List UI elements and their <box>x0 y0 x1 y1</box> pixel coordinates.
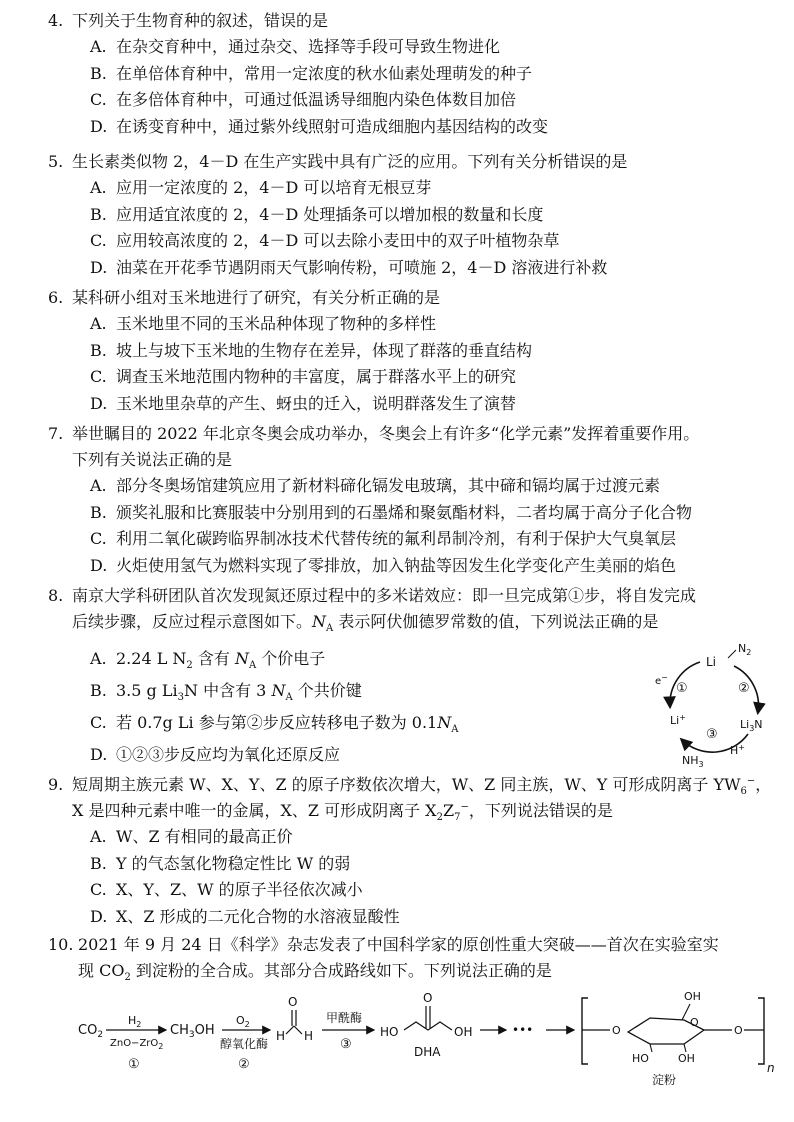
step3-label: ③ <box>706 727 718 742</box>
option-c: C. X、Y、Z、W 的原子半径依次减小 <box>90 880 363 900</box>
option-c: C. 若 0.7g Li 参与第②步反应转移电子数为 $0.1N_A$ <box>90 713 459 736</box>
polymer-n: n <box>767 1061 775 1075</box>
bond <box>682 1004 690 1020</box>
option-a: A. 部分冬奥场馆建筑应用了新材料碲化镉发电玻璃，其中碲和镉均属于过渡元素 <box>90 476 661 495</box>
starch-label: 淀粉 <box>652 1073 677 1087</box>
synthesis-route-diagram <box>72 990 787 1090</box>
dha-ho: HO <box>380 1025 399 1039</box>
question-stem-line2: 下列有关说法正确的是 <box>72 450 233 469</box>
bond <box>294 1026 302 1034</box>
h-plus-label: H+ <box>730 743 745 757</box>
option-a: A. W、Z 有相同的最高正价 <box>90 827 293 846</box>
question-9 <box>48 772 778 930</box>
question-stem: 5. 生长素类似物 2，4－D 在生产实践中具有广泛的应用。下列有关分析错误的是 <box>48 152 628 171</box>
bracket-left <box>582 998 588 1064</box>
question-stem: 6. 某科研小组对玉米地进行了研究，有关分析正确的是 <box>48 288 441 307</box>
question-stem: 7. 举世瞩目的 2022 年北京冬奥会成功举办，冬奥会上有许多“化学元素”发挥着重要作用。 <box>48 424 700 443</box>
option-c: C. 利用二氧化碳跨临界制冰技术代替传统的氟利昂制冷剂，有利于保护大气臭氧层 <box>90 529 677 549</box>
dha-skeleton <box>404 1022 452 1030</box>
question-6 <box>48 285 778 417</box>
option-c: C. 调查玉米地范围内物种的丰富度，属于群落水平上的研究 <box>90 367 517 387</box>
step2-label: ② <box>738 681 750 696</box>
bond <box>286 1026 294 1034</box>
dha-label: DHA <box>414 1045 441 1059</box>
option-a: A. 玉米地里不同的玉米品种体现了物种的多样性 <box>90 314 437 333</box>
option-b: B. 3.5 g $Li_3N$ 中含有 3 $N_A$ 个共价键 <box>90 681 362 704</box>
option-a: A. 在杂交育种中，通过杂交、选择等手段可导致生物进化 <box>90 37 501 56</box>
li-plus-label: Li+ <box>670 713 686 727</box>
step1-label: ① <box>128 1057 140 1072</box>
question-5 <box>48 149 778 281</box>
ring-o: O <box>690 1016 699 1029</box>
option-c: C. 在多倍体育种中，可通过低温诱导细胞内染色体数目加倍 <box>90 90 517 110</box>
option-b: B. 颁奖礼服和比赛服装中分别用到的石墨烯和聚氨酯材料，二者均属于高分子化合物 <box>90 502 693 522</box>
bond <box>684 1044 686 1052</box>
n2-input-arrow <box>728 650 736 658</box>
option-b: B. 应用适宜浓度的 2，4－D 处理插条可以增加根的数量和长度 <box>90 204 544 224</box>
bond <box>650 1044 652 1052</box>
option-b: B. 在单倍体育种中，常用一定浓度的秋水仙素处理萌发的种子 <box>90 63 533 83</box>
n2-label: $N_2$ <box>738 642 752 657</box>
oh-top: OH <box>684 990 701 1003</box>
formaldehyde-h-right: H <box>304 1029 314 1043</box>
option-d: D. 油菜在开花季节遇阴雨天气影响传粉，可喷施 2，4－D 溶液进行补救 <box>90 257 608 277</box>
option-c: C. 应用较高浓度的 2，4－D 可以去除小麦田中的双子叶植物杂草 <box>90 231 560 251</box>
li3n-label: $Li_3N$ <box>740 718 763 733</box>
option-d: D. 玉米地里杂草的产生、蚜虫的迁入，说明群落发生了演替 <box>90 393 517 413</box>
formolase-label: 甲酰酶 <box>326 1011 363 1025</box>
h2-label: $H_2$ <box>128 1014 142 1029</box>
option-d: D. X、Z 形成的二元化合物的水溶液显酸性 <box>90 906 400 926</box>
ellipsis: ••• <box>512 1023 534 1037</box>
question-7 <box>48 421 778 579</box>
ring-o-right: O <box>734 1024 743 1037</box>
dha-o: O <box>423 991 433 1005</box>
alcohol-oxidase-label: 醇氧化酶 <box>220 1037 269 1051</box>
bracket-right <box>758 998 764 1064</box>
step2-label: ② <box>238 1057 250 1072</box>
ring-o-left: O <box>612 1024 621 1037</box>
option-b: B. 坡上与坡下玉米地的生物存在差异，体现了群落的垂直结构 <box>90 340 533 360</box>
step3-label: ③ <box>340 1037 352 1052</box>
oh-bottom-left: HO <box>632 1052 649 1065</box>
dha-oh: OH <box>454 1025 473 1039</box>
o2-label: $O_2$ <box>236 1014 250 1029</box>
question-stem: 9. 短周期主族元素 W、X、Y、Z 的原子序数依次增大，W、Z 同主族，W、Y 可形成阴离子 $YW_6^-$， <box>48 775 772 798</box>
methanol-label: $CH_3OH$ <box>170 1023 215 1040</box>
formaldehyde-o: O <box>288 995 298 1009</box>
nitrogen-cycle-diagram <box>648 640 778 770</box>
option-d: D. 火炬使用氢气为燃料实现了零排放，加入钠盐等因发生化学变化产生美丽的焰色 <box>90 555 677 575</box>
option-b: B. Y 的气态氢化物稳定性比 W 的弱 <box>90 853 351 873</box>
question-stem: 8. 南京大学科研团队首次发现氮还原过程中的多米诺效应：即一旦完成第①步，将自发完成 <box>48 586 697 605</box>
co2-label: $CO_2$ <box>78 1023 104 1040</box>
step1-label: ① <box>676 681 688 696</box>
question-stem: 4. 下列关于生物育种的叙述，错误的是 <box>48 11 329 30</box>
question-4 <box>48 8 778 140</box>
question-stem-line2: 现 $CO_2$ 到淀粉的全合成。其部分合成路线如下。下列说法正确的是 <box>78 961 552 984</box>
catalyst-label: ZnO−ZrO$_2$ <box>110 1038 164 1051</box>
option-d: D. 在诱变育种中，通过紫外线照射可造成细胞内基因结构的改变 <box>90 116 549 136</box>
electron-label: e− <box>655 673 668 687</box>
oh-bottom-right: OH <box>678 1052 695 1065</box>
question-stem: 10. 2021 年 9 月 24 日《科学》杂志发表了中国科学家的原创性重大突破——首次在实验室实 <box>48 935 719 954</box>
option-d: D. ①②③步反应均为氧化还原反应 <box>90 745 341 764</box>
option-a: A. 2.24 L $N_2$ 含有 $N_A$ 个价电子 <box>90 649 326 672</box>
question-10 <box>48 932 778 984</box>
question-stem-line2: X 是四种元素中唯一的金属，X、Z 可形成阴离子 $X_2Z_7^-$，下列说法错误的是 <box>72 801 613 824</box>
option-a: A. 应用一定浓度的 2，4－D 可以培育无根豆芽 <box>90 178 432 197</box>
question-stem-line2: 后续步骤，反应过程示意图如下。$N_A$ 表示阿伏伽德罗常数的值，下列说法正确的是 <box>72 612 659 635</box>
formaldehyde-h-left: H <box>276 1029 286 1043</box>
nh3-label: $NH_3$ <box>682 754 704 769</box>
li-label: Li <box>706 655 717 669</box>
